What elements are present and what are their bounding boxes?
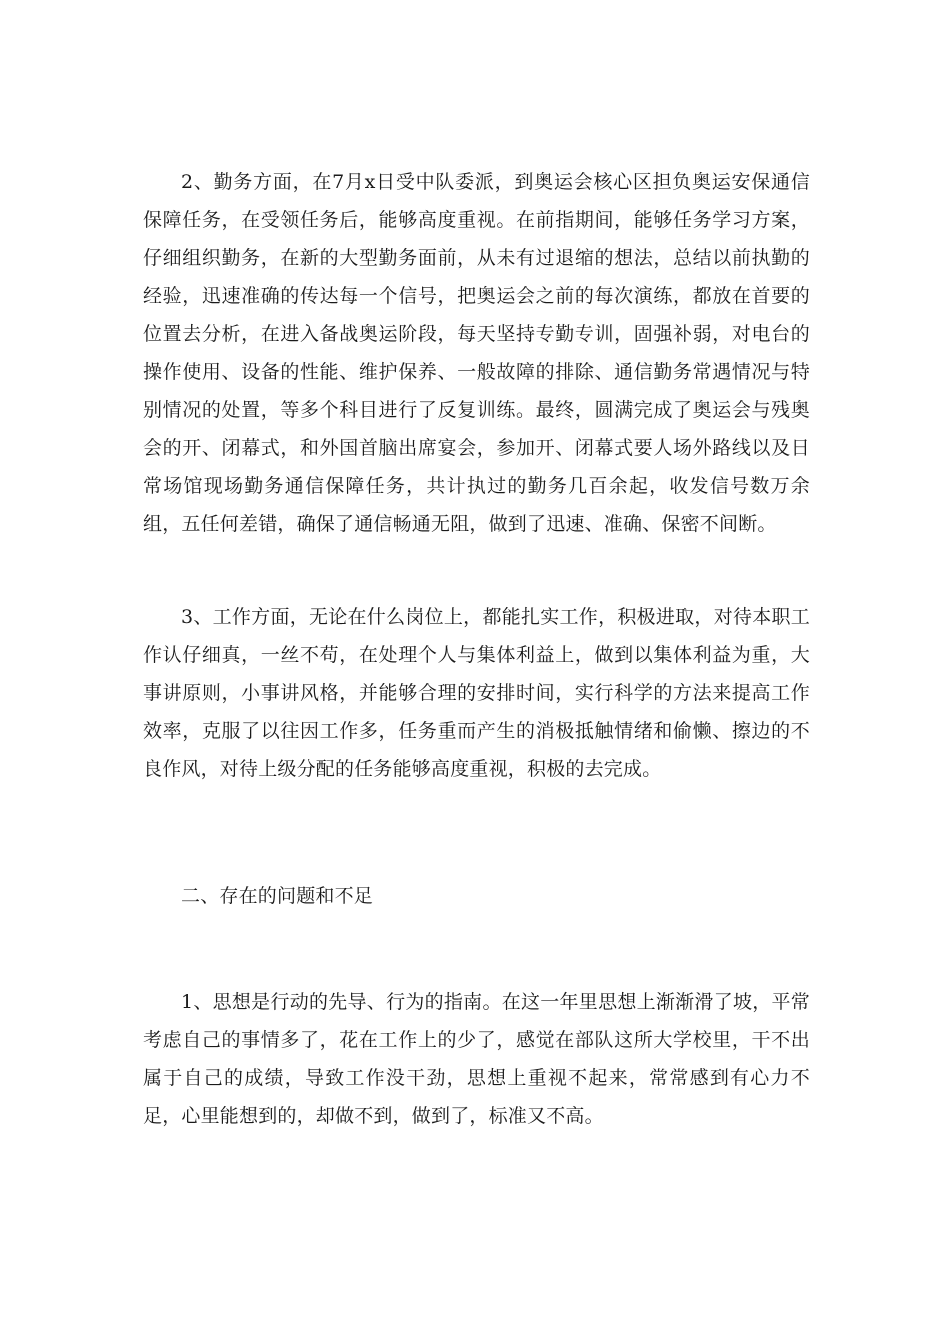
section-heading-problems: 二、存在的问题和不足 bbox=[181, 885, 374, 907]
paragraph-work-attitude: 3、工作方面，无论在什么岗位上，都能扎实工作，积极进取，对待本职工作认仔细真，一丝不苟，在处理个人与集体利益上，做到以集体利益为重，大事讲原则，小事讲风格，并能够合理的安排时间，实行科学的方法来提高工作效率，克服了以往因工作多，任务重而产生的消极抵触情绪和偷懒、擦边的不良作风，对待上级分配的任务能够高度重视，积极的去完成。 bbox=[143, 606, 810, 780]
paragraph-duty-service: 2、勤务方面，在7月x日受中队委派，到奥运会核心区担负奥运安保通信保障任务，在受领任务后，能够高度重视。在前指期间，能够任务学习方案，仔细组织勤务，在新的大型勤务面前，从未有过退缩的想法，总结以前执勤的经验，迅速准确的传达每一个信号，把奥运会之前的每次演练，都放在首要的位置去分析，在进入备战奥运阶段，每天坚持专勤专训，固强补弱，对电台的操作使用、设备的性能、维护保养、一般故障的排除、通信勤务常遇情况与特别情况的处置，等多个科目进行了反复训练。最终，圆满完成了奥运会与残奥会的开、闭幕式，和外国首脑出席宴会，参加开、闭幕式要人场外路线以及日常场馆现场勤务通信保障任务，共计执过的勤务几百余起，收发信号数万余组，五任何差错，确保了通信畅通无阻，做到了迅速、准确、保密不间断。 bbox=[143, 171, 810, 535]
paragraph-thinking-problems: 1、思想是行动的先导、行为的指南。在这一年里思想上渐渐滑了坡，平常考虑自己的事情多了，花在工作上的少了，感觉在部队这所大学校里，干不出属于自己的成绩，导致工作没干劲，思想上重视不起来，常常感到有心力不足，心里能想到的，却做不到，做到了，标准又不高。 bbox=[143, 991, 810, 1127]
